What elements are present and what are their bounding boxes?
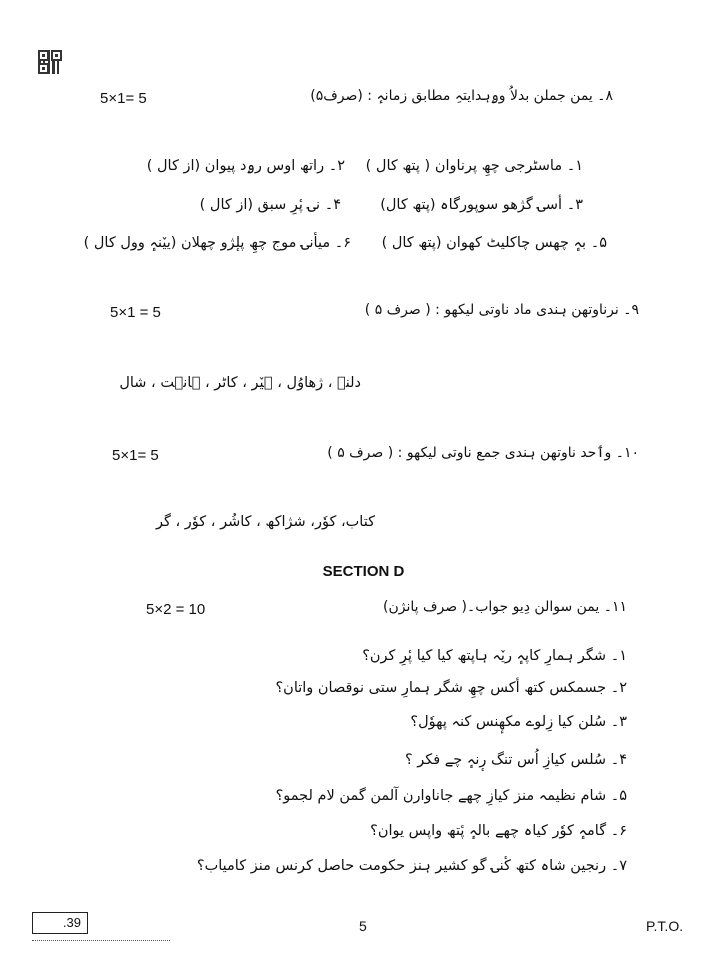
q8-marks: 5×1= 5 [100,90,147,107]
q10-heading: ۱۰۔ وٲحد ناوتھن ہندی جمع ناوتی لیکھو : ( صرف ۵ ) [327,445,639,461]
q10-words: کتاب، کوٗر، شژاکھ ، کاشُر ، کوٗر ، گر [155,514,375,530]
code-underline [32,940,170,941]
paper-code-box: .39 [32,912,88,934]
q11-item-6: ۶۔ گامہٕ کوٗر کیاہ چھے بالہٕ پٔتھ واپس یوان؟ [370,823,627,839]
q11-item-5: ۵۔ شام نظیمہ منز کیازِ چھے جاناوارن آلمن گمن لام لجمو؟ [275,788,627,804]
q11-item-4: ۴۔ سُلس کیازِ اُس تنگ رٕنہٕ چے فکر ؟ [404,752,627,768]
q8-item-4: ۴۔ نۍ پٔرِ سبق (از کال ) [199,197,341,213]
q11-item-7: ۷۔ رنجین شاہ کتھ کٔنۍ گو کشیر ہنز حکومت حاصل کرنس منز کامیاب؟ [196,858,627,874]
pto-label: P.T.O. [646,918,684,934]
q11-item-1: ۱۔ شگر ہمارِ کاپہٕ ریٚہ ہاپتھ کیا کیا پٔرِ کرن؟ [362,648,627,664]
q8-item-1: ۱۔ ماسٹرجی چھِ پرناوان ( پتھ کال ) [365,158,583,174]
qr-code-icon [38,50,62,74]
q8-heading: ۸۔ یمن جملن بدلاُ وۄہدایتہِ مطابق زمانہٕ : (صرف۵) [310,88,613,104]
q9-words: دلنہ ، ژھاوُل ، ہیٚر ، کاٹر ، ہانٛت ، شال [119,375,361,391]
page-number: 5 [359,918,367,934]
q8-item-5: ۵۔ بہٕ چھس چاکلیٹ کھوان (پتھ کال ) [381,235,607,251]
q9-marks: 5×1 = 5 [110,304,161,321]
q11-heading: ۱۱۔ یمن سوالن دِیو جواب۔( صرف پانژن) [382,599,627,615]
q10-marks: 5×1= 5 [112,447,159,464]
section-title: SECTION D [322,563,405,580]
q8-item-3: ۳۔ أسۍ گژھو سوپورگاہ (پتھ کال) [380,197,583,213]
q8-item-6: ۶۔ میأنۍ موج چھِ پلٕژو چھلان (ییٚنہٕ وول کال ) [83,235,351,251]
q8-item-2: ۲۔ راتھ اوس رۄد پیوان (از کال ) [146,158,345,174]
q9-heading: ۹۔ نرناوتھن ہندی ماد ناوتی لیکھو : ( صرف ۵ ) [364,302,639,318]
q11-item-2: ۲۔ جسمکس کتھ أکس چھِ شگر ہمارِ ستی نوقصان واتان؟ [275,680,627,696]
q11-item-3: ۳۔ سُلن کیا زِلوے مکھٕنس کنہ پھوٗل؟ [410,714,627,730]
q11-marks: 5×2 = 10 [146,601,206,618]
